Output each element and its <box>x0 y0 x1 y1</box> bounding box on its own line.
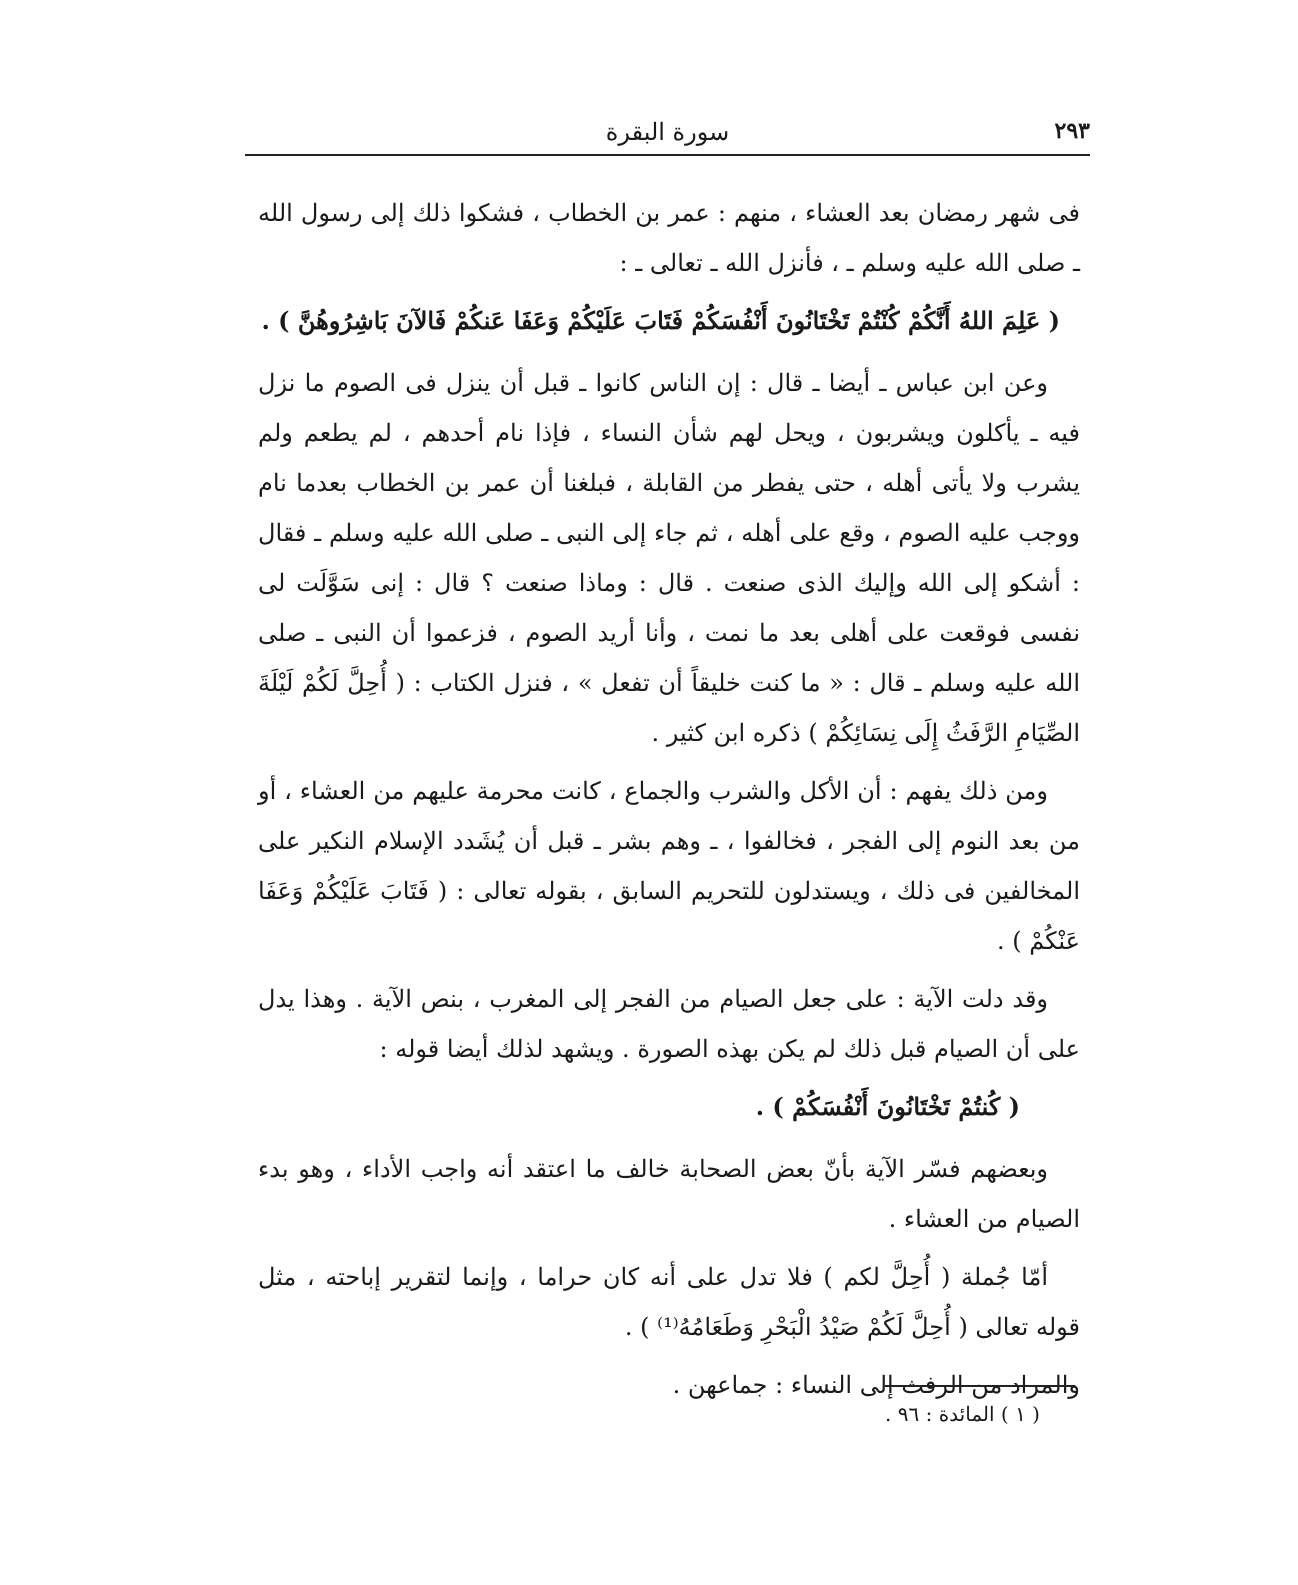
footnote: ( ١ ) المائدة : ٩٦ . <box>885 1402 1040 1426</box>
paragraph: وعن ابن عباس ـ أيضا ـ قال : إن الناس كانوا ـ قبل أن ينزل فى الصوم ما نزل فيه ـ يأكلون ويشربون ، ويحل لهم شأن النساء ، فإذا نام أحدهم ، لم يطعم ولم يشرب ولا يأتى أهله ، حتى يفطر من القابلة ، فبلغنا أن عمر بن الخطاب بعدما نام ووجب عليه الصوم ، وقع على أهله ، ثم جاء إلى النبى ـ صلى الله عليه وسلم ـ فقال : أشكو إلى الله وإليك الذى صنعت . قال : وماذا صنعت ؟ قال : إنى سَوَّلَت لى نفسى فوقعت على أهلى بعد ما نمت ، وأنا أريد الصوم ، فزعموا أن النبى ـ صلى الله عليه وسلم ـ قال : « ما كنت خليقاً أن تفعل » ، فنزل الكتاب : ( أُحِلَّ لَكُمْ لَيْلَةَ الصِّيَامِ الرَّفَثُ إِلَى نِسَائِكُمْ ) ذكره ابن كثير . <box>258 369 1080 747</box>
quran-verse: ( كُنتُمْ تَخْتَانُونَ أَنْفُسَكُمْ ) . <box>755 1092 1020 1121</box>
paragraph: وقد دلت الآية : على جعل الصيام من الفجر إلى المغرب ، بنص الآية . وهذا يدل على أن الصيام قبل ذلك لم يكن بهذه الصورة . ويشهد لذلك أيضا قوله : <box>258 985 1080 1063</box>
body-text <box>258 188 1080 1418</box>
paragraph: أمّا جُملة ( أُحِلَّ لكم ) فلا تدل على أنه كان حراما ، وإنما لتقرير إباحته ، مثل قوله تعالى ( أُحِلَّ لَكُمْ صَيْدُ الْبَحْرِ وَطَعَامُهُ⁽¹⁾ ) . <box>258 1263 1080 1341</box>
footnote-divider <box>885 1385 1075 1387</box>
paragraph: وبعضهم فسّر الآية بأنّ بعض الصحابة خالف ما اعتقد أنه واجب الأداء ، وهو بدء الصيام من العشاء . <box>258 1155 1080 1233</box>
running-title: سورة البقرة <box>605 118 730 146</box>
paragraph: ومن ذلك يفهم : أن الأكل والشرب والجماع ، كانت محرمة عليهم من العشاء ، أو من بعد النوم إلى الفجر ، فخالفوا ، ـ وهم بشر ـ قبل أن يُشَدد الإسلام النكير على المخالفين فى ذلك ، ويستدلون للتحريم السابق ، بقوله تعالى : ( فَتَابَ عَلَيْكُمْ وَعَفَا عَنْكُمْ ) . <box>258 777 1080 955</box>
quran-verse: ( عَلِمَ اللهُ أَنَّكُمْ كُنْتُمْ تَخْتَانُونَ أَنْفُسَكُمْ فَتَابَ عَلَيْكُمْ وَعَفَا عَنكُمْ فَالآنَ بَاشِرُوهُنَّ ) . <box>261 306 1060 335</box>
page-header <box>245 112 1090 156</box>
page-number: ٢٩٣ <box>1054 118 1090 144</box>
paragraph: والمراد من الرفث إلى النساء : جماعهن . <box>672 1371 1080 1399</box>
paragraph: فى شهر رمضان بعد العشاء ، منهم : عمر بن الخطاب ، فشكوا ذلك إلى رسول الله ـ صلى الله عليه وسلم ـ ، فأنزل الله ـ تعالى ـ : <box>258 199 1080 277</box>
